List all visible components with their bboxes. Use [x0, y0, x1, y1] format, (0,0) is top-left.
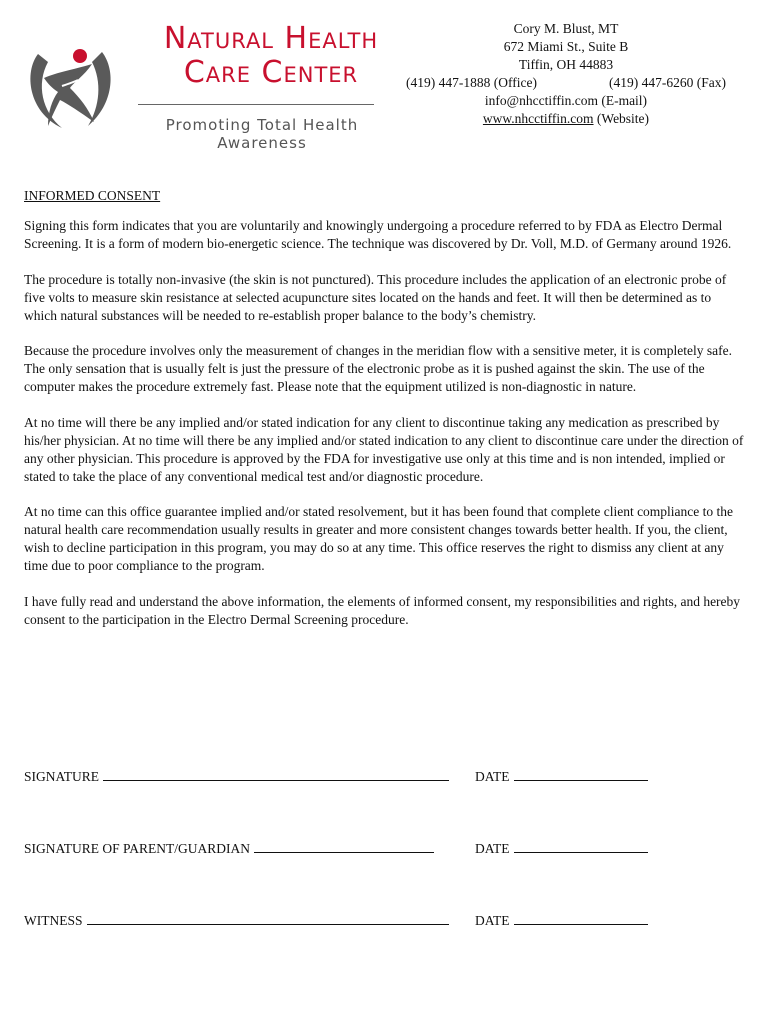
witness-date: [475, 911, 648, 929]
website-link[interactable]: www.nhcctiffin.com: [482, 111, 594, 126]
witness-line[interactable]: [87, 911, 449, 925]
contact-website: [400, 110, 732, 128]
logo-title-line2: Care Center: [183, 55, 359, 90]
logo-divider: [138, 104, 374, 105]
phone-office: (419) 447-1888 (Office): [406, 75, 537, 90]
date-label: DATE: [475, 769, 510, 784]
paragraph: The procedure is totally non-invasive (the skin is not punctured). This procedure includes the application of an electronic probe of five volts to measure skin resistance at selected acupuncture sites located on the hands and feet. It will then be determined as to which natural substances will be needed to re-establish proper balance to the body’s chemistry.: [24, 271, 727, 323]
date-line[interactable]: [514, 767, 648, 781]
consent-body: [24, 187, 746, 646]
contact-phones: [400, 74, 732, 92]
contact-street: 672 Miami St., Suite B: [503, 39, 629, 54]
witness-label: WITNESS: [24, 913, 83, 928]
paragraph: At no time can this office guarantee implied and/or stated resolvement, but it has been found that complete client compliance to the natural health care recommendation usually results in greater and more consistent changes towards better health. If you, the client, wish to decline participation in this program, you may do so at any time. This office reserves the right to dismiss any client at any time due to poor compliance to the program.: [24, 504, 734, 573]
logo-title-line1: Natural Health: [163, 21, 379, 56]
paragraph: At no time will there be any implied and/or stated indication for any client to discontinue taking any medication as prescribed by his/her physician. At no time will there be any implied and/or stated indication to any client to discontinue care under the direction of any other physician. This procedure is approved by the FDA for investigative use only at this time and is non intended, implied or stated to take the place of any conventional medical test and/or diagnostic procedure.: [24, 414, 744, 484]
date-label: DATE: [475, 841, 510, 856]
paragraph: I have fully read and understand the above information, the elements of informed consent, my responsibilities and rights, and hereby consent to the participation in the Electro Dermal Screening procedure.: [24, 593, 741, 627]
signature-label: SIGNATURE: [24, 769, 100, 784]
signature-line[interactable]: [103, 767, 449, 781]
contact-block: [400, 20, 732, 128]
phone-fax: (419) 447-6260 (Fax): [609, 75, 726, 90]
signature-date: [475, 767, 648, 785]
parent-signature-date: [475, 839, 648, 857]
contact-city: Tiffin, OH 44883: [518, 57, 614, 72]
paragraph: Because the procedure involves only the measurement of changes in the meridian flow with a sensitive meter, it is completely safe. The only sensation that is usually felt is just the pressure of the electronic probe as it is pushed against the skin. The use of the computer makes the procedure extremely fast. Please note that the equipment utilized is non-diagnostic in nature.: [24, 343, 732, 394]
parent-signature-line[interactable]: [254, 839, 434, 853]
document-heading: INFORMED CONSENT: [24, 188, 161, 203]
logo-tagline: Promoting Total Health Awareness: [165, 116, 359, 152]
contact-name: Cory M. Blust, MT: [513, 21, 619, 36]
signature-row: [24, 767, 449, 785]
date-line[interactable]: [514, 839, 648, 853]
date-label: DATE: [475, 913, 510, 928]
website-suffix: (Website): [593, 111, 650, 126]
logo: [18, 20, 398, 152]
paragraph: Signing this form indicates that you are voluntarily and knowingly undergoing a procedure referred to by FDA as Electro Dermal Screening. It is a form of modern bio-energetic science. The technique was discovered by Dr. Voll, M.D. of Germany around 1926.: [24, 218, 732, 251]
figure-swoosh-icon: [22, 42, 118, 134]
parent-signature-label: SIGNATURE OF PARENT/GUARDIAN: [24, 841, 251, 856]
parent-signature-row: [24, 839, 434, 857]
logo-title: [126, 22, 416, 90]
witness-row: [24, 911, 449, 929]
date-line[interactable]: [514, 911, 648, 925]
contact-email: info@nhcctiffin.com (E-mail): [484, 93, 648, 108]
